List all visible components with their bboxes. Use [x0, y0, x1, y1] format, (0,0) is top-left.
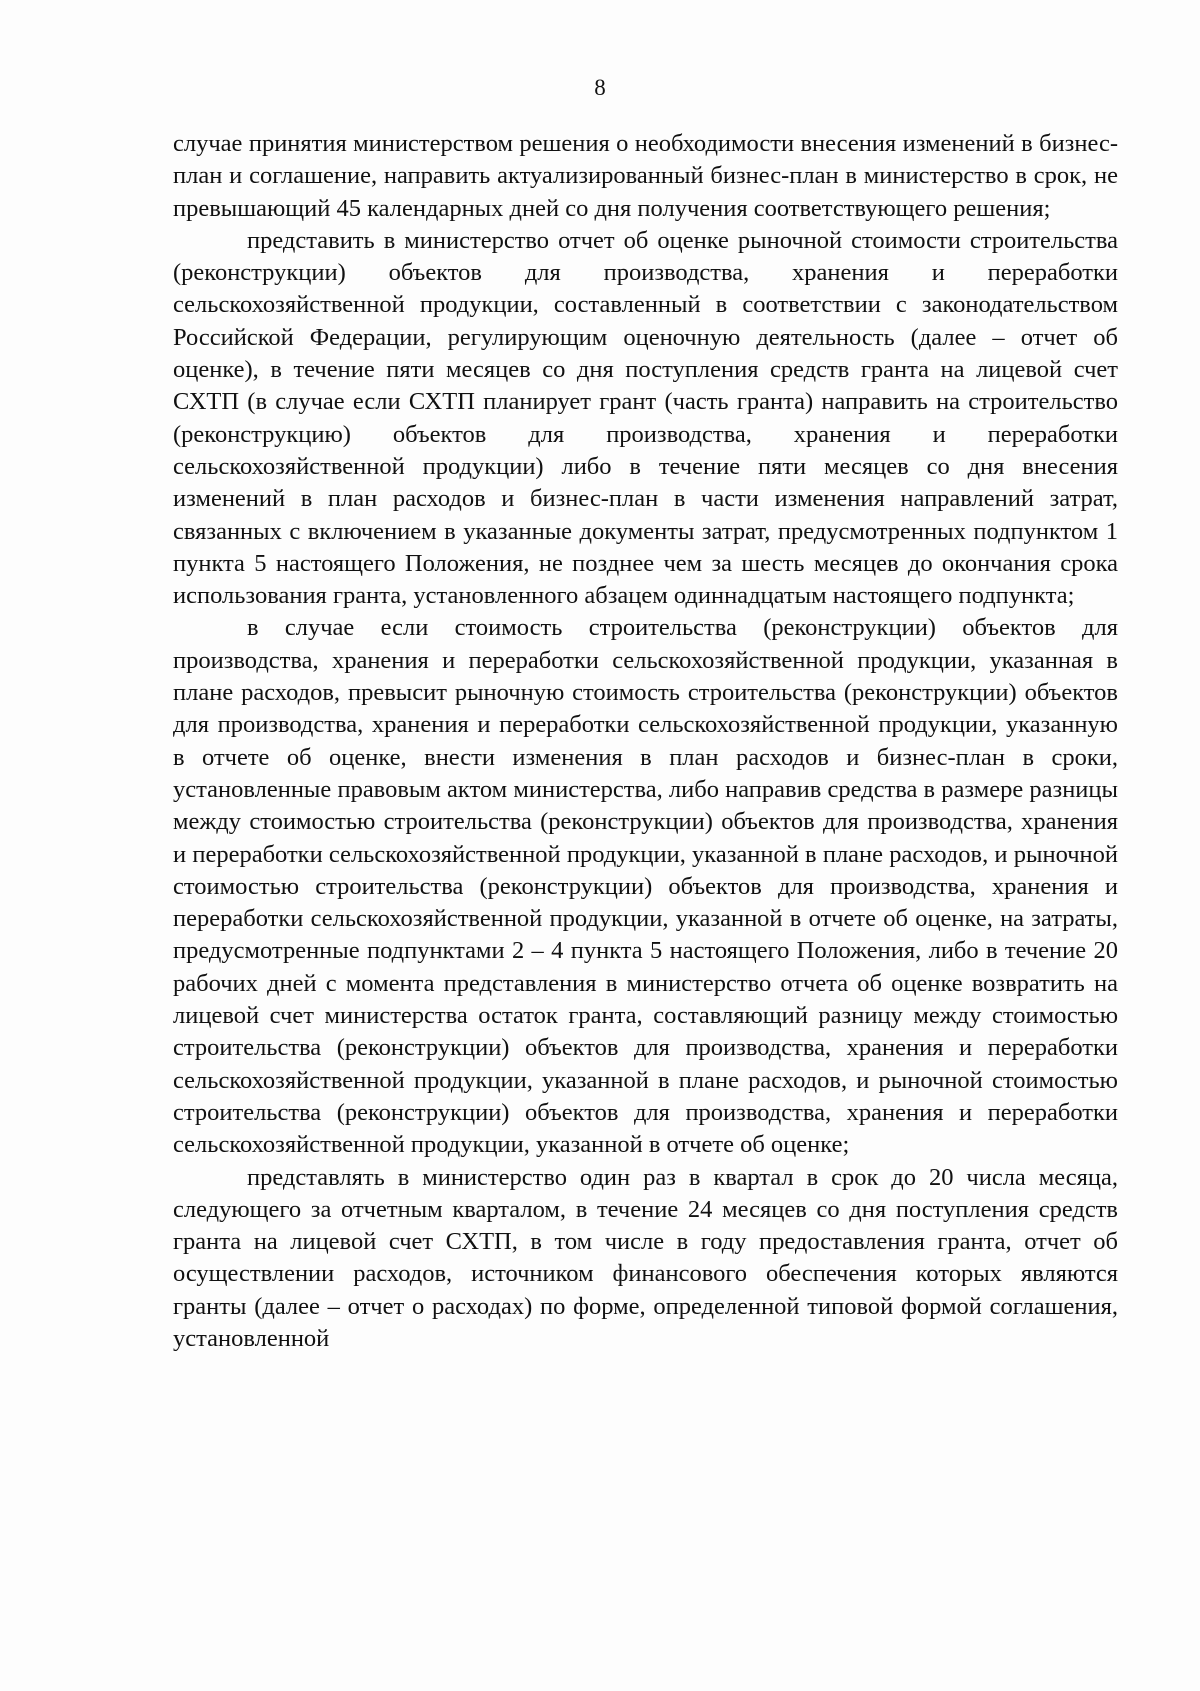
paragraph-valuation-report: представить в министерство отчет об оценке рыночной стоимости строительства (реконструкции) объектов для производства, хранения и переработки сельскохозяйственной продукции, составленный в соответствии с законодательством Российской Федерации, регулирующим оценочную деятельность (далее – отчет об оценке), в течение пяти месяцев со дня поступления средств гранта на лицевой счет СХТП (в случае если СХТП планирует грант (часть гранта) направить на строительство (реконструкцию) объектов для производства, хранения и переработки сельскохозяйственной продукции) либо в течение пяти месяцев со дня внесения изменений в план расходов и бизнес-план в части изменения направлений затрат, связанных с включением в указанные документы затрат, предусмотренных подпунктом 1 пункта 5 настоящего Положения, не позднее чем за шесть месяцев до окончания срока использования гранта, установленного абзацем одиннадцатым настоящего подпункта; — [173, 226, 1118, 610]
paragraph-cost-difference: в случае если стоимость строительства (реконструкции) объектов для производства, хранения и переработки сельскохозяйственной продукции, указанная в плане расходов, превысит рыночную стоимость строительства (реконструкции) объектов для производства, хранения и переработки сельскохозяйственной продукции, указанную в отчете об оценке, внести изменения в план расходов и бизнес-план в сроки, установленные правовым актом министерства, либо направив средства в размере разницы между стоимостью строительства (реконструкции) объектов для производства, хранения и переработки сельскохозяйственной продукции, указанной в плане расходов, и рыночной стоимостью строительства (реконструкции) объектов для производства, хранения и переработки сельскохозяйственной продукции, указанной в отчете об оценке, на затраты, предусмотренные подпунктами 2 – 4 пункта 5 настоящего Положения, либо в течение 20 рабочих дней с момента представления в министерство отчета об оценке возвратить на лицевой счет министерства остаток гранта, составляющий разницу между стоимостью строительства (реконструкции) объектов для производства, хранения и переработки сельскохозяйственной продукции, указанной в плане расходов, и рыночной стоимостью строительства (реконструкции) объектов для производства, хранения и переработки сельскохозяйственной продукции, указанной в отчете об оценке; — [173, 614, 1118, 1159]
document-body — [173, 128, 1118, 1355]
paragraph-continuation: случае принятия министерством решения о необходимости внесения изменений в бизнес-план и соглашение, направить актуализированный бизнес-план в министерство в срок, не превышающий 45 календарных дней со дня получения соответствующего решения; — [173, 130, 1118, 222]
page-number: 8 — [594, 75, 606, 100]
paragraph-quarterly-report: представлять в министерство один раз в квартал в срок до 20 числа месяца, следующего за отчетным кварталом, в течение 24 месяцев со дня поступления средств гранта на лицевой счет СХТП, в том числе в году предоставления гранта, отчет об осуществлении расходов, источником финансового обеспечения которых являются гранты (далее – отчет о расходах) по форме, определенной типовой формой соглашения, установленной — [173, 1163, 1118, 1352]
